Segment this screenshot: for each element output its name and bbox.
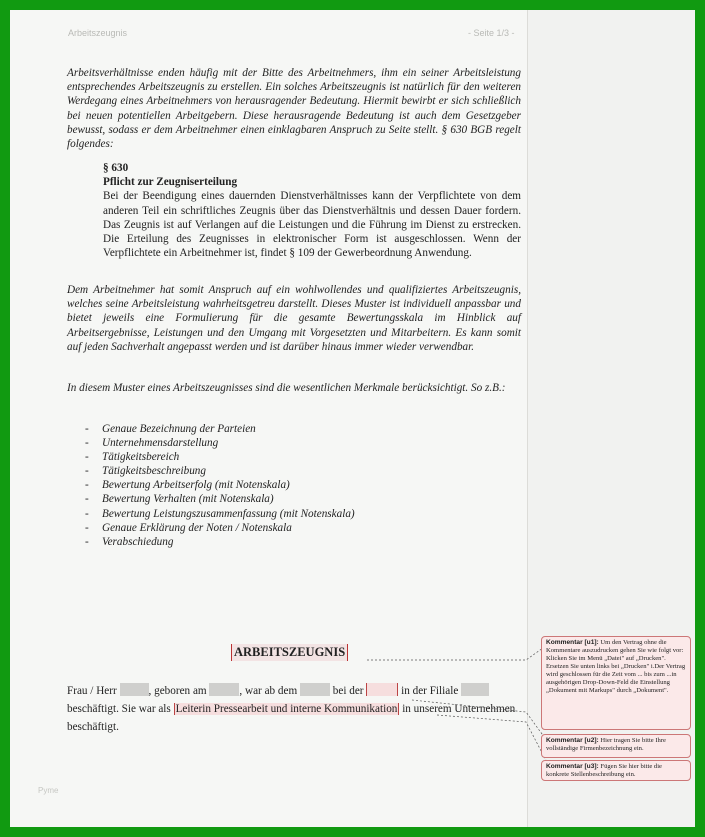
comment-author: Kommentar [u1]: [546, 639, 599, 646]
comment-u3[interactable] [541, 760, 691, 781]
paragraph-features: In diesem Muster eines Arbeitszeugnisses sind die wesentlichen Merkmale berücksichtigt. So z.B.: [67, 382, 506, 394]
list-item: - Genaue Erklärung der Noten / Notenskala [85, 521, 292, 534]
form-line-2: beschäftigt. Sie war als Leiterin Pressearbeit und interne Kommunikation in unserem Unternehmen beschäftigt. [67, 703, 516, 733]
law-text: Bei der Beendigung eines dauernden Dienstverhältnisses kann der Verpflichtete von dem anderen Teil ein schriftliches Zeugnis über das Dienstverhältnis und dessen Dauer fordern. Das Zeugnis ist auf Verlangen auf die Leistungen und die Führung im Dienst zu erstrecken. Die Erteilung des Zeugnisses in elektronischer Form ist ausgeschlossen. Wenn der Verpflichtete ein Arbeitnehmer ist, findet § 109 der Gewerbeordnung Anwendung. [103, 190, 521, 260]
header-title: Arbeitszeugnis [68, 28, 128, 38]
document-title[interactable]: ARBEITSZEUGNIS [231, 644, 348, 661]
comment-u1[interactable] [541, 636, 691, 730]
list-item: - Unternehmensdarstellung [85, 437, 219, 450]
list-item: - Bewertung Leistungszusammenfassung (mit Notenskala) [85, 507, 355, 520]
comment-author: Kommentar [u3]: [546, 763, 599, 770]
list-item: - Verabschiedung [85, 535, 174, 548]
comment-text: Hier tragen Sie bitte Ihre vollständige Firmenbezeichnung ein. [546, 737, 666, 752]
law-paragraph-number: § 630 [103, 162, 129, 174]
page-number: - Seite 1/3 - [468, 28, 515, 38]
list-item: - Genaue Bezeichnung der Parteien [85, 423, 256, 435]
list-item: - Tätigkeitsbereich [85, 451, 180, 464]
comment-u2[interactable] [541, 734, 691, 758]
job-title-field[interactable]: Leiterin Pressearbeit und interne Kommunikation [175, 703, 398, 715]
footer-text: Pyme [38, 786, 59, 795]
comment-text: Fügen Sie hier bitte die konkrete Stellenbeschreibung ein. [546, 763, 662, 778]
intro-paragraph: Arbeitsverhältnisse enden häufig mit der Bitte des Arbeitnehmers, ihm ein seiner Arbeitsleistung entsprechendes Arbeitszeugnis zu erstellen. Ein solches Arbeitszeugnis ist natürlich für den weiteren Werdegang eines Arbeitnehmers von herausragender Bedeutung. Hiermit bewirbt er sich schließlich bei neuen potentiellen Arbeitgebern. Diese herausragende Bedeutung ist auch dem Gesetzgeber bewusst, sodass er dem Arbeitnehmer einen einklagbaren Anspruch zu Seite stellt. § 630 BGB regelt folgendes: [67, 67, 521, 151]
list-item: - Bewertung Verhalten (mit Notenskala) [85, 493, 274, 506]
form-line-1: Frau / Herr , geboren am , war ab dem bei der in der Filiale [67, 683, 521, 701]
paragraph-entitlement: Dem Arbeitnehmer hat somit Anspruch auf ein wohlwollendes und qualifiziertes Arbeitszeugnis, welches seine Arbeitsleistung wahrheitsgetreu darstellt. Dieses Muster ist individuell anpassbar und bietet jeweils eine Formulierung für die gesamte Bewertungsskala im Hinblick auf Arbeitsergebnisse, Leistungen und den Umgang mit Vorgesetzten und Mitarbeitern. Es kann somit auf jeden Sachverhalt angepasst werden und ist darüber hinaus immer wieder verwendbar. [67, 284, 521, 353]
comment-text: Um den Vertrag ohne die Kommentare auszudrucken gehen Sie wie folgt vor: Klicken Sie im Menü „Datei" auf „Drucken". Ersetzen Sie unten links bei „Drucken" i.Der Vertrag wird geschlossen für die Zeit vom ... bis zum ...in ausgehörigen Drop-Down-Feld die Einstellung „Dokument mit Markups" durch „Dokument". [546, 639, 686, 694]
law-title: Pflicht zur Zeugniserteilung [103, 176, 238, 189]
list-item: - Bewertung Arbeitserfolg (mit Notenskala) [85, 479, 290, 492]
comment-author: Kommentar [u2]: [546, 737, 599, 744]
list-item: - Tätigkeitsbeschreibung [85, 465, 206, 478]
